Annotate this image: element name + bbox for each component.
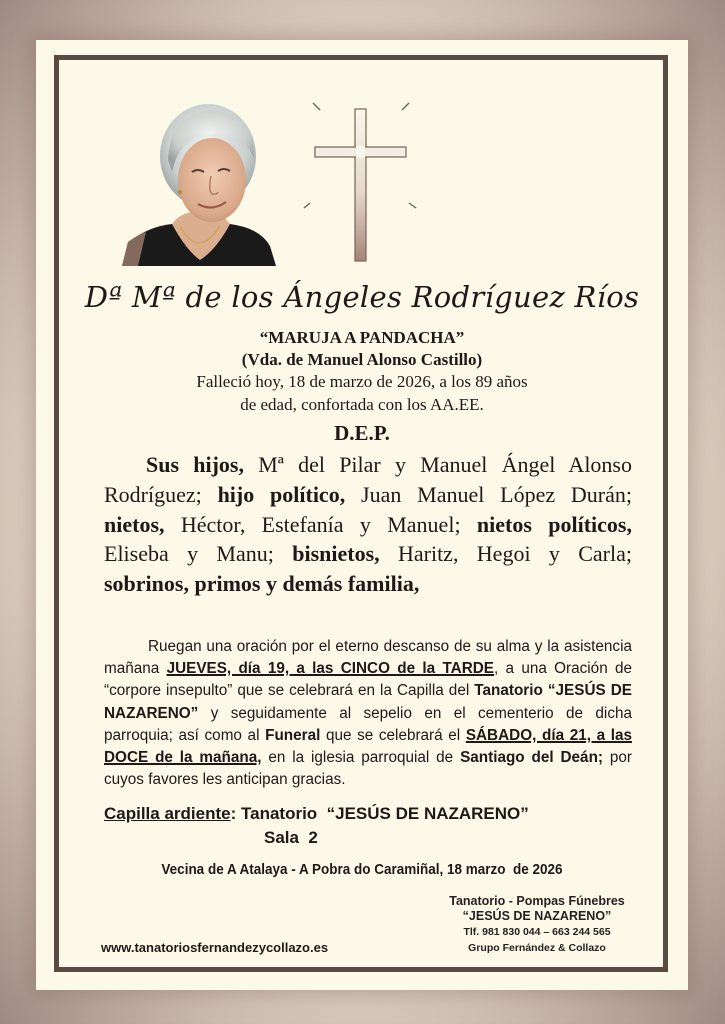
dep-heading: D.E.P. <box>334 421 390 445</box>
funeral-home-name: “JESÚS DE NAZARENO” <box>462 909 612 923</box>
cross-icon <box>296 96 426 266</box>
family-members: Juan Manuel López Durán; <box>345 481 632 507</box>
prayer-text: por cuyos favores les anticipan gracias. <box>104 749 632 789</box>
funeral-home-phone: Tlf. 981 830 044 – 663 244 565 <box>463 926 611 938</box>
funeral-home-group: Grupo Fernández & Collazo <box>468 942 606 954</box>
family-relation: sobrinos, primos y demás familia, <box>104 571 420 597</box>
residence-line: Vecina de A Atalaya - A Pobra do Caramiñal, 18 marzo de 2026 <box>161 861 563 878</box>
family-members: Eliseba y Manu; <box>104 541 293 567</box>
family-relation: nietos políticos, <box>476 511 632 537</box>
chapel-label: Capilla ardiente <box>104 804 231 823</box>
deceased-nickname: “MARUJA A PANDACHA” <box>259 328 465 347</box>
death-notice-line-2: de edad, confortada con los AA.EE. <box>240 395 484 414</box>
website-link[interactable]: www.tanatoriosfernandezycollazo.es <box>101 940 329 955</box>
chapel-colon: : <box>230 804 237 823</box>
death-notice-line-1: Falleció hoy, 18 de marzo de 2026, a los 89 años <box>196 372 528 391</box>
deceased-name: Dª Mª de los Ángeles Rodríguez Ríos <box>84 280 640 314</box>
prayer-text: Ruegan una oración por el eterno descanso de su alma y la asistencia mañana <box>104 638 632 678</box>
widow-of: (Vda. de Manuel Alonso Castillo) <box>241 350 483 369</box>
prayer-text: , a una Oración de “corpore insepulto” que se celebrará en la Capilla del <box>104 660 632 700</box>
chapel-room: Sala 2 <box>264 828 318 847</box>
church-name: Santiago del Deán; <box>460 749 604 767</box>
prayer-paragraph <box>104 636 632 791</box>
chapel-place: Tanatorio “JESÚS DE NAZARENO” <box>236 804 529 823</box>
family-relation: hijo político, <box>217 481 346 507</box>
family-paragraph <box>104 450 632 599</box>
family-members: Héctor, Estefanía y Manuel; <box>164 511 477 537</box>
chapel-info <box>104 804 529 824</box>
funeral-date: SÁBADO, día 21, a las DOCE de la mañana, <box>104 726 632 767</box>
family-relation: nietos, <box>104 511 165 537</box>
family-relation: Sus hijos, <box>146 452 244 477</box>
tanatorio-name: Tanatorio “JESÚS DE NAZARENO” <box>104 682 632 722</box>
family-members: Haritz, Hegoi y Carla; <box>379 541 632 567</box>
family-members: Mª del Pilar y Manuel Ángel Alonso Rodríguez; <box>104 452 632 507</box>
prayer-text: y seguidamente al sepelio en el cementerio de dicha parroquia; así como al <box>104 704 632 744</box>
funeral-home-block <box>420 894 654 956</box>
funeral-home-type: Tanatorio - Pompas Fúnebres <box>449 894 625 908</box>
prayer-text: en la iglesia parroquial de <box>261 749 461 767</box>
portrait-photo <box>120 100 282 266</box>
prayer-text: que se celebrará el <box>320 726 466 744</box>
wake-date: JUEVES, día 19, a las CINCO de la TARDE <box>166 660 495 678</box>
family-relation: bisnietos, <box>292 541 380 567</box>
funeral-label: Funeral <box>265 726 321 744</box>
